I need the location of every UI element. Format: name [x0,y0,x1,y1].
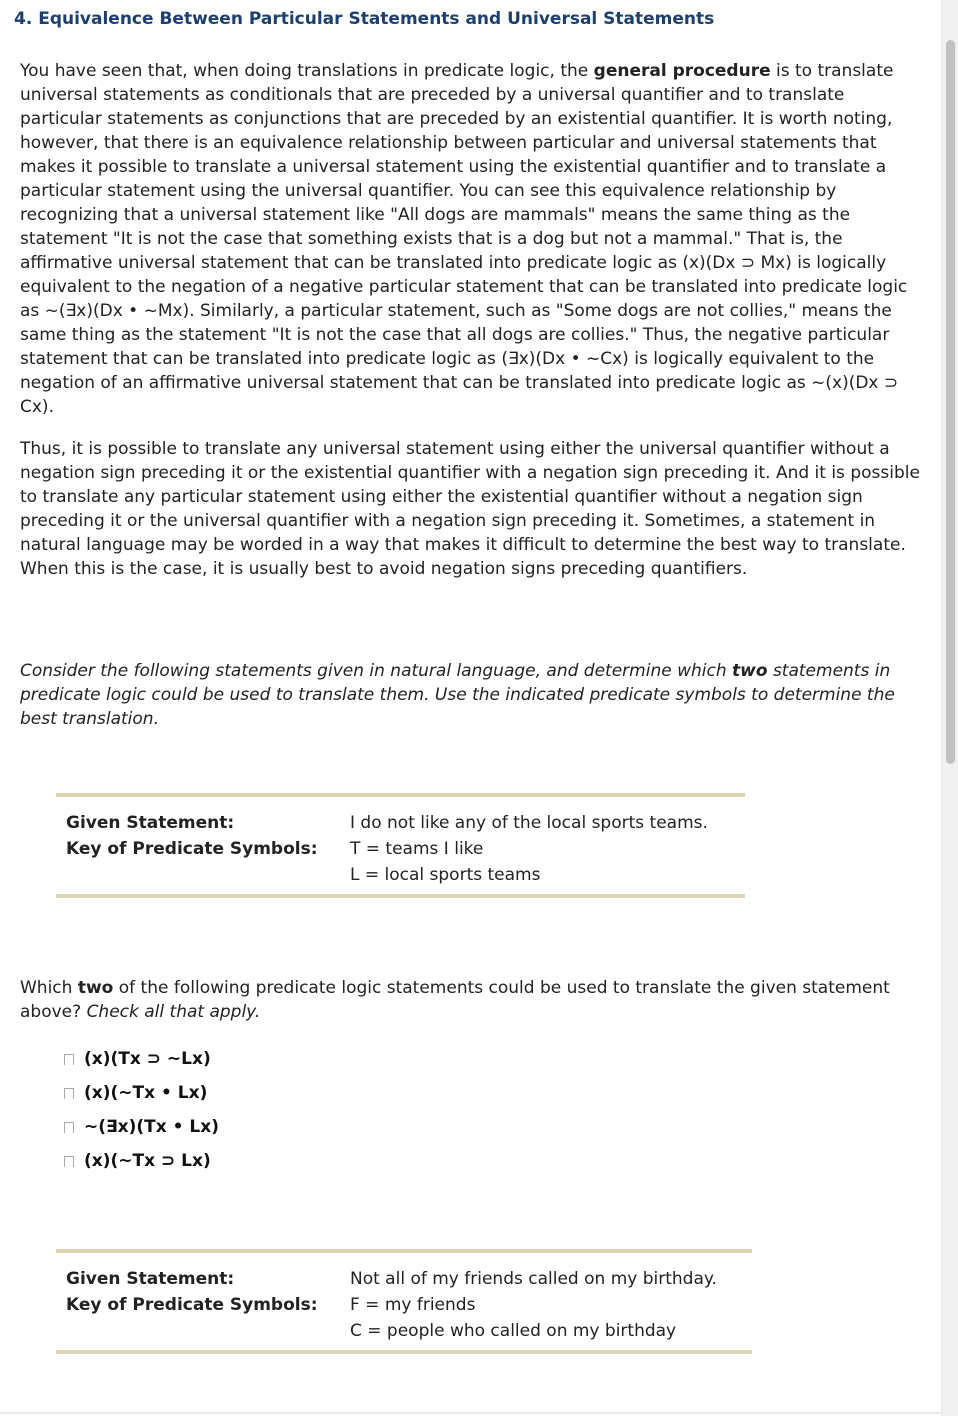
given-statement-label: Given Statement: [66,1269,235,1289]
intro-text-2: is to translate universal statements as conditionals that are preceded by a universal quantifier and to translate particular statements as conjunctions that are preceded by an existential quantifier. It is worth noting, however, that there is an equivalence relationship between particular and universal statements that makes it possible to translate a universal statement using the existential quantifier and to translate a particular statement using the universal quantifier. You can see this equivalence relationship by recognizing that a universal statement like "All dogs are mammals" means the same thing as the statement "It is not the case that something exists that is a dog but not a mammal." That is, the affirmative universal statement that can be translated into predicate logic as (x)(Dx ⊃ Mx) is logically equivalent to the negation of a negative particular statement that can be translated into predicate logic as ~(∃x)(Dx • ~Mx). Similarly, a particular statement, such as "Some dogs are not collies," means the same thing as the statement "It is not the case that all dogs are collies." Thus, the negative particular statement that can be translated into predicate logic as (∃x)(Dx • ~Cx) is logically equivalent to the negation of an affirmative universal statement that can be translated into predicate logic as ~(x)(Dx ⊃ Cx). [20,61,908,417]
question-hint: Check all that apply. [86,1002,261,1022]
given-statement-text: I do not like any of the local sports teams. [350,813,708,833]
given-statement-label: Given Statement: [66,813,235,833]
question-text-1: Which [20,978,78,998]
question-paragraph [20,976,925,1024]
scrollbar-thumb[interactable] [946,40,955,764]
intro-text-1: You have seen that, when doing translations in predicate logic, the [20,61,594,81]
option-label-4: (x)(~Tx ⊃ Lx) [84,1151,211,1171]
given-statement-box-1 [56,793,745,898]
predicate-key-label: Key of Predicate Symbols: [66,839,318,859]
option-label-1: (x)(Tx ⊃ ~Lx) [84,1049,211,1069]
predicate-key-c: C = people who called on my birthday [350,1321,677,1341]
option-checkbox-1[interactable] [64,1054,74,1065]
bottom-divider [0,1412,942,1414]
predicate-key-l: L = local sports teams [350,865,541,885]
section-heading: 4. Equivalence Between Particular Statements and Universal Statements [14,9,715,29]
question-bold: two [77,978,114,998]
vertical-scrollbar[interactable] [941,0,958,1416]
option-checkbox-4[interactable] [64,1156,74,1167]
summary-paragraph: Thus, it is possible to translate any universal statement using either the universal quantifier without a negation sign preceding it or the existential quantifier with a negation sign preceding it. And it is possible to translate any particular statement using either the existential quantifier without a negation sign preceding it or the universal quantifier with a negation sign preceding it. Sometimes, a statement in natural language may be worded in a way that makes it difficult to determine the best way to translate. When this is the case, it is usually best to avoid negation signs preceding quantifiers. [20,439,920,579]
intro-bold-term: general procedure [593,61,771,81]
instruction-paragraph [20,659,925,731]
predicate-key-f: F = my friends [350,1295,476,1315]
predicate-key-t: T = teams I like [350,839,484,859]
question-text-2: of the following predicate logic statements could be used to translate the given statement above? [20,978,890,1022]
option-checkbox-3[interactable] [64,1122,74,1133]
instruction-text-2: statements in predicate logic could be used to translate them. Use the indicated predicate symbols to determine the best translation. [20,661,895,729]
option-checkbox-2[interactable] [64,1088,74,1099]
option-label-3: ~(∃x)(Tx • Lx) [84,1117,219,1137]
predicate-key-label: Key of Predicate Symbols: [66,1295,318,1315]
instruction-text-1: Consider the following statements given in natural language, and determine which [20,661,733,681]
given-statement-text: Not all of my friends called on my birthday. [350,1269,717,1289]
intro-paragraph [20,59,925,419]
instruction-bold: two [732,661,768,681]
given-statement-box-2 [56,1249,752,1354]
option-label-2: (x)(~Tx • Lx) [84,1083,208,1103]
